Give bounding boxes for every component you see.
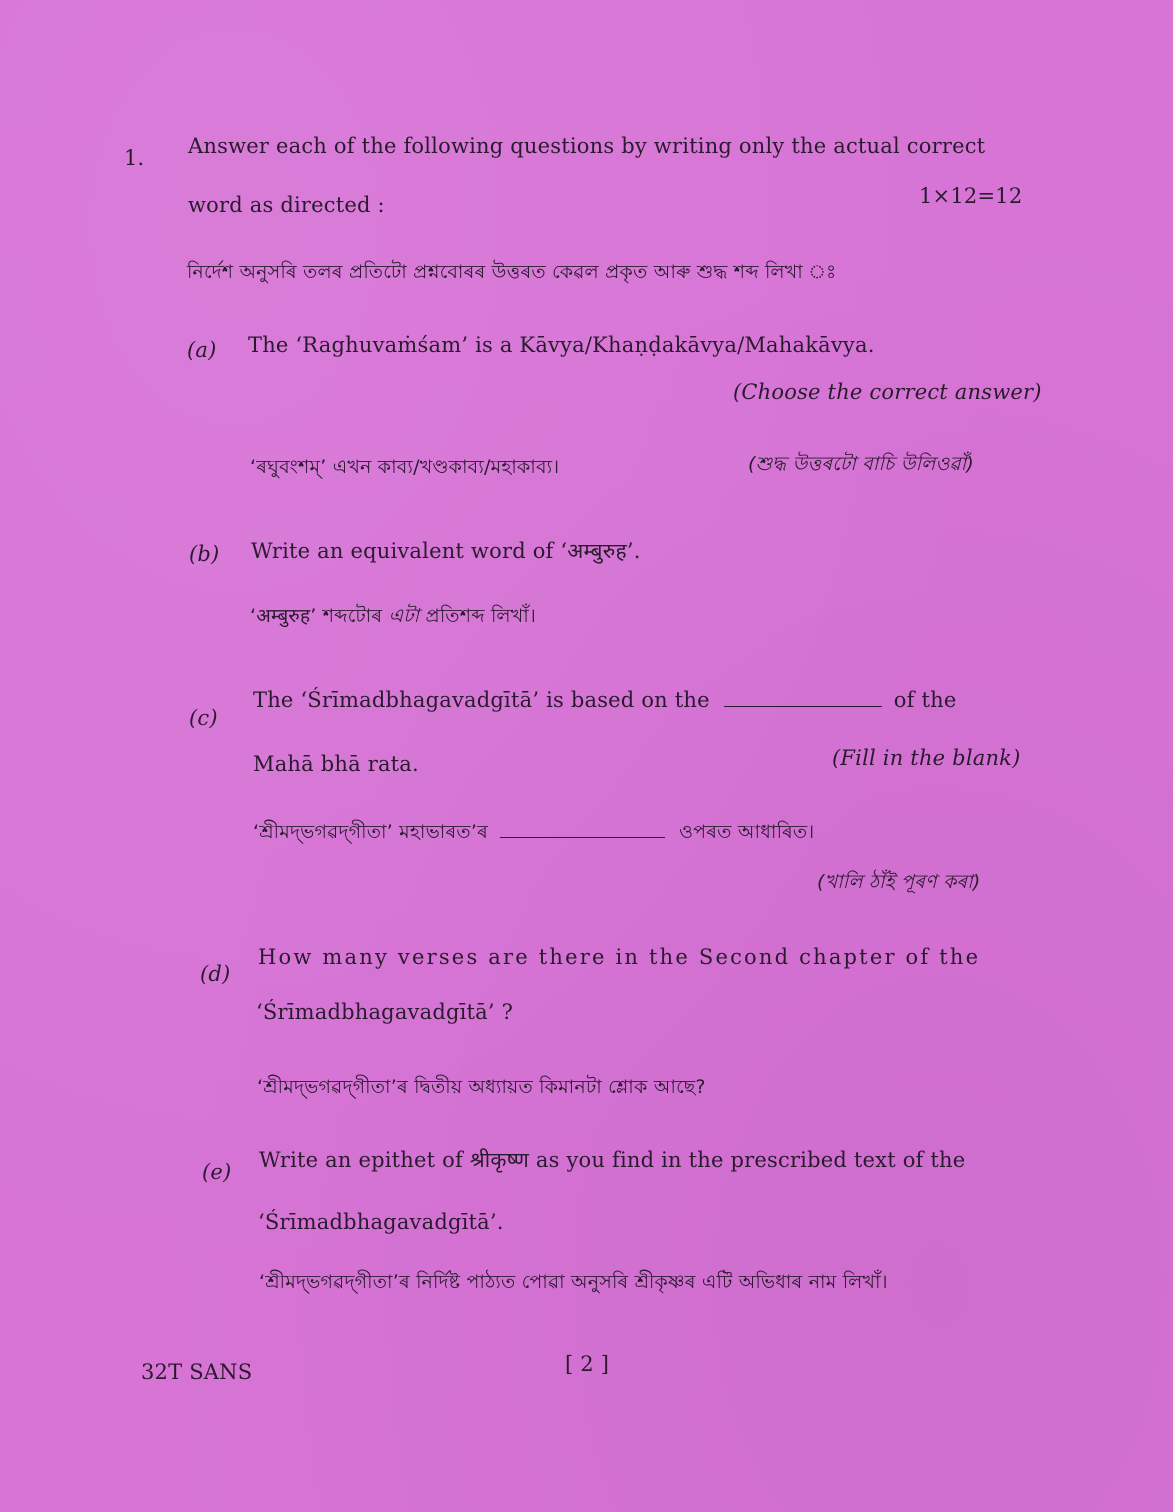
item-c-assamese-post: ওপৰত আধাৰিত। — [678, 821, 815, 843]
item-e-english-line1: Write an epithet of श्रीकृष्ण as you find in the prescribed text of the — [259, 1148, 966, 1172]
item-b-assamese-em: এটা — [388, 605, 420, 627]
item-b-assamese-post: প্ৰতিশব্দ লিখাঁ। — [419, 605, 536, 627]
item-a-english: The ‘Raghuvaṁśam’ is a Kāvya/Khaṇḍakāvya/Mahakāvya. — [248, 333, 875, 357]
item-c-assamese-note: (খালি ঠাঁই পূৰণ কৰা) — [817, 871, 981, 893]
item-d-assamese: ‘শ্ৰীমদ্‌ভগৱদ্‌গীতা’ৰ দ্বিতীয় অধ্যায়ত কিমানটা শ্লোক আছে? — [257, 1076, 706, 1098]
item-a-assamese: ‘ৰঘুবংশম্’ এখন কাব্য/খণ্ডকাব্য/মহাকাব্য। — [250, 456, 560, 478]
item-a-assamese-note: (শুদ্ধ উত্তৰটো বাচি উলিওৱাঁ) — [748, 453, 974, 475]
instruction-en-line2: word as directed : — [188, 193, 385, 217]
instruction-en-line1: Answer each of the following questions by writing only the actual correct — [188, 134, 986, 158]
page-number: [ 2 ] — [565, 1352, 610, 1376]
item-c-note: (Fill in the blank) — [832, 746, 1021, 770]
item-e-assamese: ‘শ্ৰীমদ্‌ভগৱদ্‌গীতা’ৰ নিৰ্দিষ্ট পাঠ্যত পোৱা অনুসৰি শ্ৰীকৃষ্ণৰ এটি অভিধাৰ নাম লিখাঁ। — [259, 1271, 888, 1293]
item-c-english-post: of the — [893, 688, 957, 712]
item-b-assamese — [250, 602, 536, 634]
marks-label: 1×12=12 — [919, 184, 1023, 208]
item-e-label: (e) — [202, 1160, 232, 1184]
item-d-english-line1: How many verses are there in the Second chapter of the — [258, 945, 981, 969]
item-e-english-line2: ‘Śrīmadbhagavadgītā’. — [258, 1210, 504, 1234]
item-d-label: (d) — [200, 962, 231, 986]
item-c-assamese-pre: ‘শ্ৰীমদ্‌ভগৱদ্‌গীতা’ মহাভাৰত’ৰ — [253, 821, 488, 843]
instruction-assamese: নিৰ্দেশ অনুসৰি তলৰ প্ৰতিটো প্ৰশ্নবোৰৰ উত্তৰত কেৱল প্ৰকৃত আৰু শুদ্ধ শব্দ লিখা ঃ — [187, 261, 837, 283]
item-b-assamese-pre: ‘अम्बुरुह’ শব্দটোৰ — [250, 605, 389, 627]
item-b-english: Write an equivalent word of ‘अम्बुरुह’. — [251, 539, 641, 563]
item-c-assamese-blank — [500, 837, 665, 838]
item-d-english-line2: ‘Śrīmadbhagavadgītā’ ? — [256, 1000, 514, 1024]
item-c-english-pre: The ‘Śrīmadbhagavadgītā’ is based on the — [253, 688, 710, 712]
item-c-blank — [724, 706, 882, 707]
item-a-label: (a) — [187, 338, 217, 362]
item-c-english-line2: Mahā bhā rata. — [253, 752, 419, 776]
question-number: 1. — [124, 146, 145, 170]
item-c-assamese — [253, 818, 814, 850]
item-b-label: (b) — [189, 542, 220, 566]
item-c-english-line1 — [253, 688, 956, 712]
item-c-label: (c) — [189, 706, 218, 730]
paper-code: 32T SANS — [141, 1360, 253, 1384]
item-a-note: (Choose the correct answer) — [733, 380, 1042, 404]
